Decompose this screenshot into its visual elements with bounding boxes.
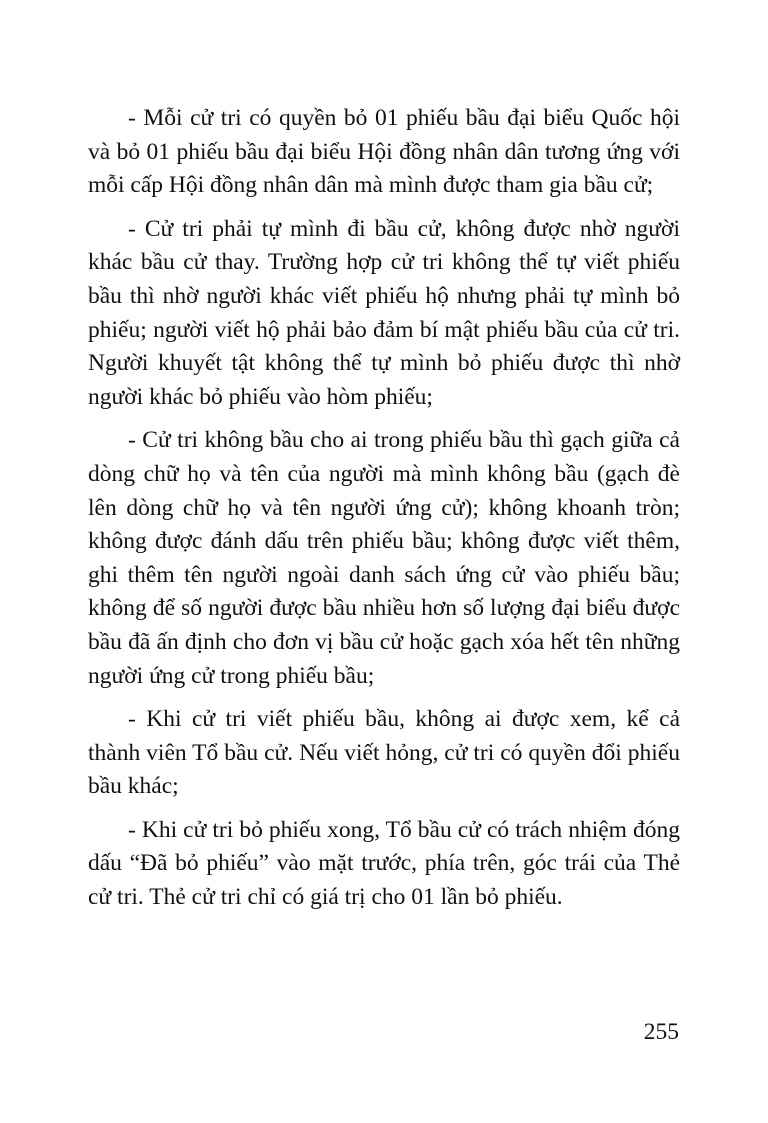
paragraph-vote-in-person: - Cử tri phải tự mình đi bầu cử, không được nhờ người khác bầu cử thay. Trường hợp cử tri không thể tự viết phiếu bầu thì nhờ người khác viết phiếu hộ nhưng phải tự mình bỏ phiếu; người viết hộ phải bảo đảm bí mật phiếu bầu của cử tri. Người khuyết tật không thể tự mình bỏ phiếu được thì nhờ người khác bỏ phiếu vào hòm phiếu; bbox=[88, 215, 680, 410]
paragraph-voter-card-stamp: - Khi cử tri bỏ phiếu xong, Tổ bầu cử có trách nhiệm đóng dấu “Đã bỏ phiếu” vào mặt trước, phía trên, góc trái của Thẻ cử tri. Thẻ cử tri chỉ có giá trị cho 01 lần bỏ phiếu. bbox=[88, 816, 680, 911]
page-number: 255 bbox=[643, 1019, 679, 1045]
paragraph-ballot-secrecy: - Khi cử tri viết phiếu bầu, không ai được xem, kể cả thành viên Tổ bầu cử. Nếu viết hỏng, cử tri có quyền đổi phiếu bầu khác; bbox=[88, 706, 680, 800]
paragraph-strike-out-names: - Cử tri không bầu cho ai trong phiếu bầu thì gạch giữa cả dòng chữ họ và tên của người mà mình không bầu (gạch đè lên dòng chữ họ và tên người ứng cử); không khoanh tròn; không được đánh dấu trên phiếu bầu; không được viết thêm, ghi thêm tên người ngoài danh sách ứng cử vào phiếu bầu; không để số người được bầu nhiều hơn số lượng đại biểu được bầu đã ấn định cho đơn vị bầu cử hoặc gạch xóa hết tên những người ứng cử trong phiếu bầu; bbox=[88, 427, 680, 689]
paragraph-ballot-rights: - Mỗi cử tri có quyền bỏ 01 phiếu bầu đại biểu Quốc hội và bỏ 01 phiếu bầu đại biểu Hội đồng nhân dân tương ứng với mỗi cấp Hội đồng nhân dân mà mình được tham gia bầu cử; bbox=[88, 105, 680, 199]
page-body bbox=[88, 102, 680, 925]
